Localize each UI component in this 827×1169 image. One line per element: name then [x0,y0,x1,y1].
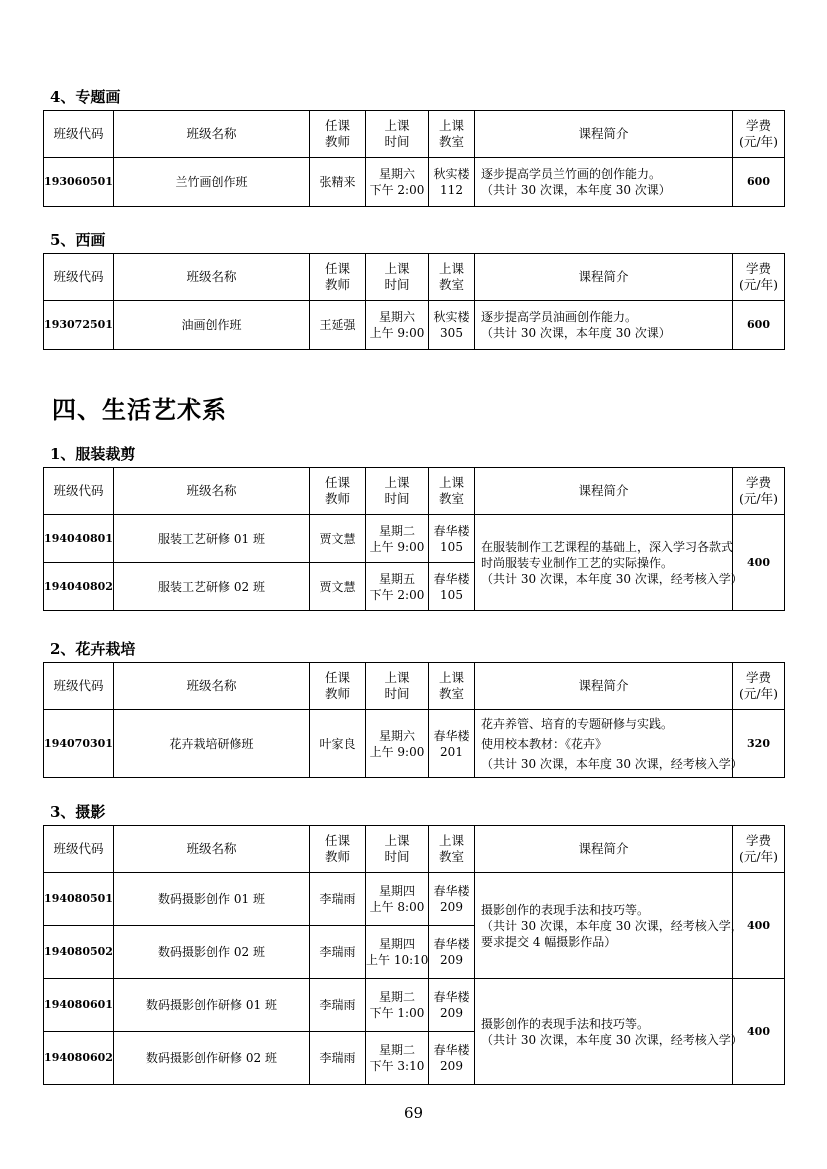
course-table-l2 [43,662,785,778]
class-name: 数码摄影创作研修 02 班 [114,1032,310,1085]
header-name: 班级名称 [114,663,310,710]
classroom: 秋实楼 305 [429,301,475,350]
tuition-fee: 600 [733,158,785,207]
tuition-fee: 400 [733,515,785,611]
classroom: 秋实楼 112 [429,158,475,207]
header-fee: 学费 (元/年) [733,111,785,158]
course-description: 在服装制作工艺课程的基础上，深入学习各款式 时尚服装专业制作工艺的实际操作。 （共计 30 次课，本年度 30 次课，经考核入学） [475,515,733,611]
table-row [44,515,785,563]
class-code: 194040801 [44,515,114,563]
classroom: 春华楼 209 [429,873,475,926]
header-desc: 课程简介 [475,826,733,873]
class-time: 星期四 上午 10:10 [366,926,429,979]
header-fee: 学费 (元/年) [733,468,785,515]
header-room: 上课 教室 [429,254,475,301]
header-teacher: 任课 教师 [310,254,366,301]
header-code: 班级代码 [44,468,114,515]
class-name: 数码摄影创作研修 01 班 [114,979,310,1032]
class-time: 星期二 下午 3:10 [366,1032,429,1085]
class-time: 星期六 上午 9:00 [366,710,429,778]
header-room: 上课 教室 [429,826,475,873]
table-header-row [44,663,785,710]
section-title: 5、西画 [50,231,106,249]
teacher-name: 叶家良 [310,710,366,778]
section-title: 1、服装裁剪 [50,445,136,463]
table-header-row [44,826,785,873]
header-teacher: 任课 教师 [310,111,366,158]
class-time: 星期六 上午 9:00 [366,301,429,350]
header-fee: 学费 (元/年) [733,663,785,710]
tuition-fee: 320 [733,710,785,778]
header-name: 班级名称 [114,468,310,515]
table-header-row [44,111,785,158]
classroom: 春华楼 209 [429,1032,475,1085]
table-row [44,873,785,926]
header-code: 班级代码 [44,254,114,301]
header-desc: 课程简介 [475,663,733,710]
section-title: 3、摄影 [50,803,106,821]
class-code: 194080502 [44,926,114,979]
course-table-l3 [43,825,785,1085]
header-fee: 学费 (元/年) [733,254,785,301]
class-time: 星期五 下午 2:00 [366,563,429,611]
classroom: 春华楼 105 [429,563,475,611]
classroom: 春华楼 209 [429,979,475,1032]
table-header-row [44,468,785,515]
classroom: 春华楼 201 [429,710,475,778]
class-code: 194070301 [44,710,114,778]
class-name: 兰竹画创作班 [114,158,310,207]
header-desc: 课程简介 [475,468,733,515]
header-desc: 课程简介 [475,254,733,301]
header-room: 上课 教室 [429,468,475,515]
class-time: 星期六 下午 2:00 [366,158,429,207]
class-name: 服装工艺研修 02 班 [114,563,310,611]
header-room: 上课 教室 [429,663,475,710]
course-description: 逐步提高学员兰竹画的创作能力。 （共计 30 次课，本年度 30 次课） [475,158,733,207]
department-title: 四、生活艺术系 [52,395,227,424]
header-name: 班级名称 [114,826,310,873]
header-code: 班级代码 [44,826,114,873]
section-title: 4、专题画 [50,88,121,106]
teacher-name: 贾文慧 [310,515,366,563]
teacher-name: 贾文慧 [310,563,366,611]
header-time: 上课 时间 [366,111,429,158]
table-row [44,979,785,1032]
course-description: 摄影创作的表现手法和技巧等。 （共计 30 次课，本年度 30 次课，经考核入学） [475,979,733,1085]
header-teacher: 任课 教师 [310,468,366,515]
teacher-name: 张精来 [310,158,366,207]
header-time: 上课 时间 [366,254,429,301]
tuition-fee: 400 [733,979,785,1085]
section-title: 2、花卉栽培 [50,640,136,658]
class-name: 服装工艺研修 01 班 [114,515,310,563]
teacher-name: 李瑞雨 [310,1032,366,1085]
page-number: 69 [403,1104,424,1122]
course-table-s4 [43,110,785,207]
header-desc: 课程简介 [475,111,733,158]
course-description: 逐步提高学员油画创作能力。 （共计 30 次课，本年度 30 次课） [475,301,733,350]
class-name: 数码摄影创作 02 班 [114,926,310,979]
teacher-name: 李瑞雨 [310,873,366,926]
class-code: 194080501 [44,873,114,926]
header-room: 上课 教室 [429,111,475,158]
class-code: 194040802 [44,563,114,611]
tuition-fee: 600 [733,301,785,350]
class-code: 193072501 [44,301,114,350]
class-time: 星期二 下午 1:00 [366,979,429,1032]
class-code: 194080601 [44,979,114,1032]
header-time: 上课 时间 [366,663,429,710]
table-header-row [44,254,785,301]
header-code: 班级代码 [44,663,114,710]
course-table-s5 [43,253,785,350]
table-row [44,158,785,207]
header-time: 上课 时间 [366,826,429,873]
header-teacher: 任课 教师 [310,826,366,873]
class-name: 油画创作班 [114,301,310,350]
header-name: 班级名称 [114,254,310,301]
header-code: 班级代码 [44,111,114,158]
class-code: 193060501 [44,158,114,207]
classroom: 春华楼 209 [429,926,475,979]
class-name: 花卉栽培研修班 [114,710,310,778]
class-time: 星期二 上午 9:00 [366,515,429,563]
course-table-l1 [43,467,785,611]
header-fee: 学费 (元/年) [733,826,785,873]
header-teacher: 任课 教师 [310,663,366,710]
course-description: 摄影创作的表现手法和技巧等。 （共计 30 次课，本年度 30 次课，经考核入学， 要求提交 4 幅摄影作品） [475,873,733,979]
course-description: 花卉养管、培育的专题研修与实践。 使用校本教材：《花卉》 （共计 30 次课，本年度 30 次课，经考核入学） [475,710,733,778]
teacher-name: 李瑞雨 [310,979,366,1032]
table-row [44,301,785,350]
teacher-name: 李瑞雨 [310,926,366,979]
header-name: 班级名称 [114,111,310,158]
class-time: 星期四 上午 8:00 [366,873,429,926]
table-row [44,710,785,778]
tuition-fee: 400 [733,873,785,979]
class-name: 数码摄影创作 01 班 [114,873,310,926]
classroom: 春华楼 105 [429,515,475,563]
class-code: 194080602 [44,1032,114,1085]
header-time: 上课 时间 [366,468,429,515]
teacher-name: 王延强 [310,301,366,350]
